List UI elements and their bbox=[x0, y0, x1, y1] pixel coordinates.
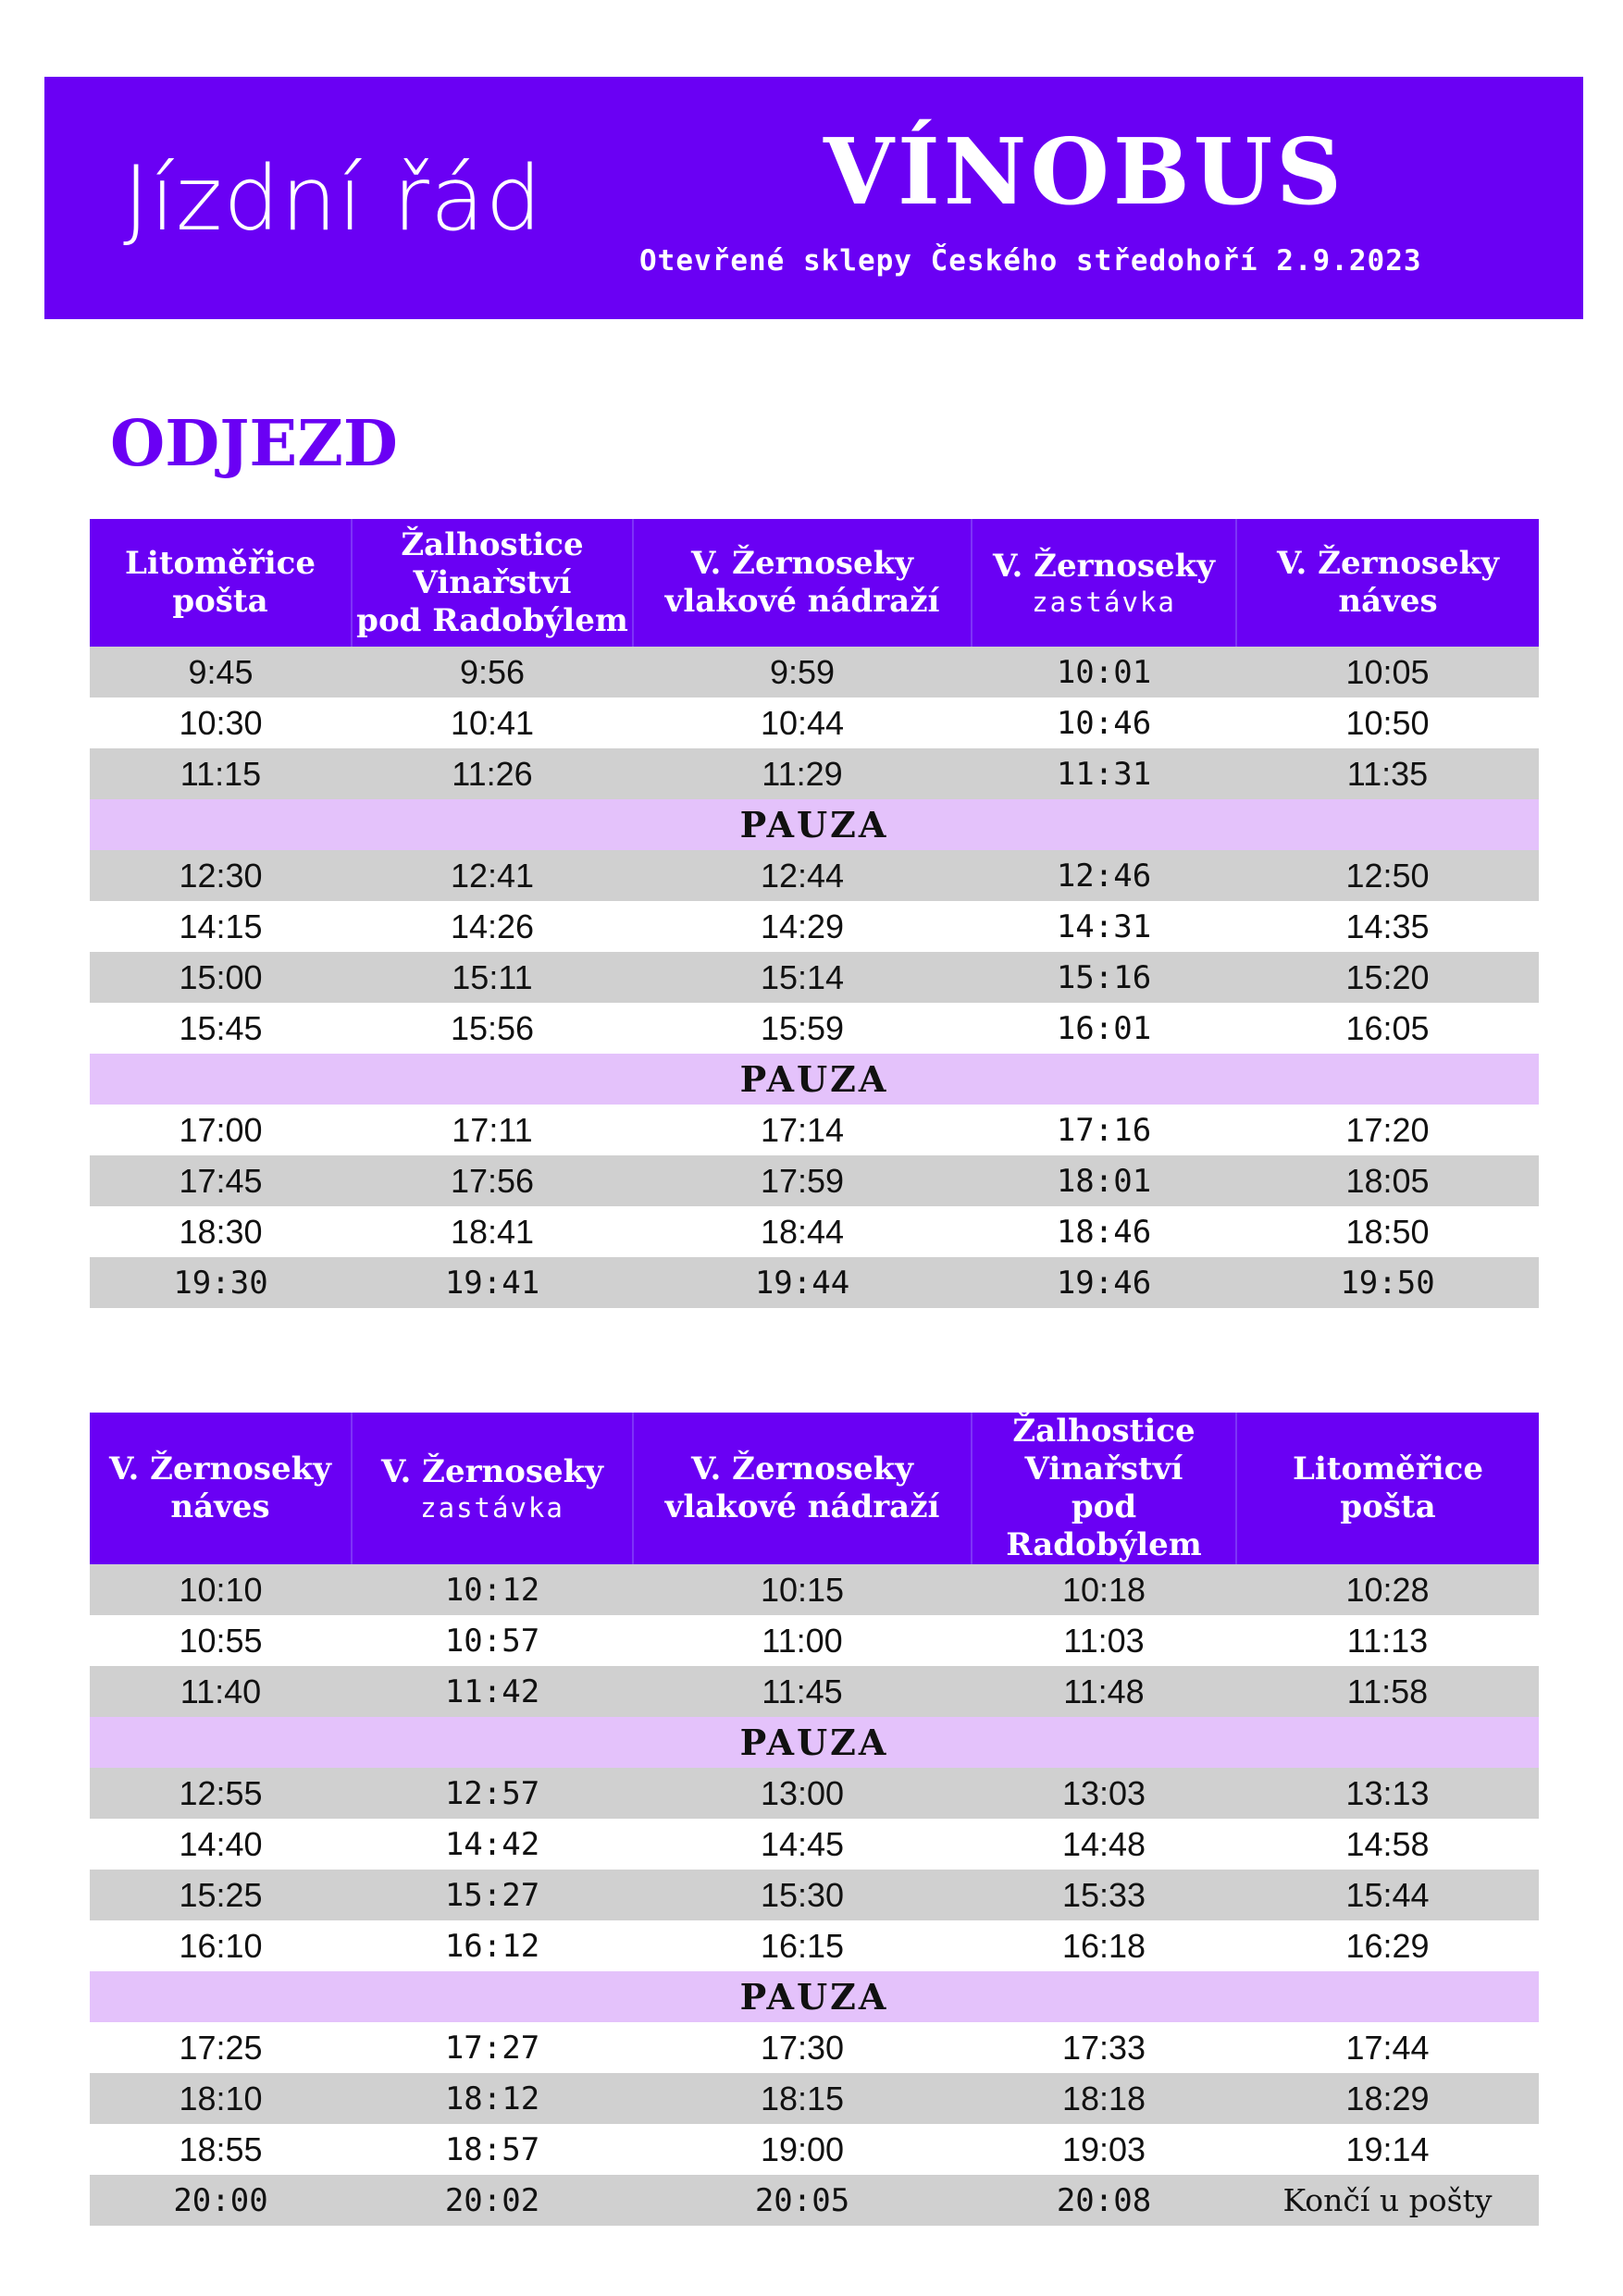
column-header-line: pod Radobýlem bbox=[1006, 1488, 1202, 1563]
column-header-line: pod Radobýlem bbox=[356, 601, 628, 639]
column-header-line: náves bbox=[170, 1488, 270, 1525]
time-cell: 11:48 bbox=[972, 1666, 1236, 1717]
time-cell: 10:10 bbox=[90, 1564, 352, 1615]
column-header bbox=[633, 519, 972, 647]
column-header bbox=[90, 1413, 352, 1564]
table-row bbox=[90, 952, 1539, 1003]
column-header-line: Litoměřice bbox=[125, 545, 316, 582]
header-row bbox=[90, 519, 1539, 647]
time-cell: 9:59 bbox=[633, 647, 972, 697]
table-row bbox=[90, 1615, 1539, 1666]
time-cell: 18:29 bbox=[1236, 2073, 1539, 2124]
time-cell: 12:44 bbox=[633, 850, 972, 901]
time-cell: 17:44 bbox=[1236, 2022, 1539, 2073]
column-header-line: V. Žernoseky bbox=[109, 1450, 331, 1487]
time-cell: 15:33 bbox=[972, 1870, 1236, 1920]
time-cell: 10:46 bbox=[972, 697, 1236, 748]
header-banner bbox=[44, 77, 1583, 319]
column-header bbox=[90, 519, 352, 647]
time-cell: 10:12 bbox=[352, 1564, 633, 1615]
table-row bbox=[90, 2022, 1539, 2073]
time-cell: 12:55 bbox=[90, 1768, 352, 1819]
time-cell: 11:40 bbox=[90, 1666, 352, 1717]
pause-row bbox=[90, 799, 1539, 850]
column-header-line: V. Žernoseky bbox=[993, 547, 1215, 585]
time-cell: 19:00 bbox=[633, 2124, 972, 2175]
time-cell: 12:41 bbox=[352, 850, 633, 901]
column-header bbox=[1236, 519, 1539, 647]
table-row bbox=[90, 1564, 1539, 1615]
time-cell: Končí u pošty bbox=[1236, 2175, 1539, 2226]
time-cell: 10:55 bbox=[90, 1615, 352, 1666]
table-row bbox=[90, 2175, 1539, 2226]
column-header-line: Litoměřice bbox=[1293, 1450, 1483, 1487]
time-cell: 19:44 bbox=[633, 1257, 972, 1308]
time-cell: 19:46 bbox=[972, 1257, 1236, 1308]
brand-title: VÍNOBUS bbox=[824, 119, 1345, 226]
time-cell: 16:10 bbox=[90, 1920, 352, 1971]
column-header-sub: zastávka bbox=[420, 1491, 564, 1524]
time-cell: 16:05 bbox=[1236, 1003, 1539, 1054]
time-cell: 20:05 bbox=[633, 2175, 972, 2226]
time-cell: 10:44 bbox=[633, 697, 972, 748]
time-cell: 13:13 bbox=[1236, 1768, 1539, 1819]
table-row bbox=[90, 647, 1539, 697]
pause-row bbox=[90, 1054, 1539, 1105]
time-cell: 17:59 bbox=[633, 1155, 972, 1206]
pause-label: PAUZA bbox=[90, 1054, 1539, 1105]
timetable-title: Jízdní řád bbox=[123, 147, 543, 251]
time-cell: 20:08 bbox=[972, 2175, 1236, 2226]
column-header bbox=[633, 1413, 972, 1564]
time-cell: 11:13 bbox=[1236, 1615, 1539, 1666]
table-row bbox=[90, 1155, 1539, 1206]
time-cell: 17:00 bbox=[90, 1105, 352, 1155]
time-cell: 10:15 bbox=[633, 1564, 972, 1615]
table-row bbox=[90, 2073, 1539, 2124]
time-cell: 13:03 bbox=[972, 1768, 1236, 1819]
column-header-line: náves bbox=[1338, 583, 1438, 620]
table-row bbox=[90, 1003, 1539, 1054]
time-cell: 12:46 bbox=[972, 850, 1236, 901]
time-cell: 17:25 bbox=[90, 2022, 352, 2073]
time-cell: 18:50 bbox=[1236, 1206, 1539, 1257]
time-cell: 15:14 bbox=[633, 952, 972, 1003]
time-cell: 10:41 bbox=[352, 697, 633, 748]
time-cell: 11:35 bbox=[1236, 748, 1539, 799]
pause-label: PAUZA bbox=[90, 799, 1539, 850]
time-cell: 20:00 bbox=[90, 2175, 352, 2226]
time-cell: 14:40 bbox=[90, 1819, 352, 1870]
time-cell: 15:30 bbox=[633, 1870, 972, 1920]
time-cell: 17:27 bbox=[352, 2022, 633, 2073]
time-cell: 13:00 bbox=[633, 1768, 972, 1819]
time-cell: 18:05 bbox=[1236, 1155, 1539, 1206]
column-header-line: V. Žernoseky bbox=[691, 545, 913, 582]
time-cell: 18:18 bbox=[972, 2073, 1236, 2124]
time-cell: 17:16 bbox=[972, 1105, 1236, 1155]
table-row bbox=[90, 1920, 1539, 1971]
time-cell: 11:45 bbox=[633, 1666, 972, 1717]
time-cell: 9:56 bbox=[352, 647, 633, 697]
time-cell: 14:58 bbox=[1236, 1819, 1539, 1870]
time-cell: 18:10 bbox=[90, 2073, 352, 2124]
time-cell: 14:42 bbox=[352, 1819, 633, 1870]
time-cell: 11:03 bbox=[972, 1615, 1236, 1666]
column-header-line: vlakové nádraží bbox=[664, 583, 940, 620]
time-cell: 17:56 bbox=[352, 1155, 633, 1206]
table-row bbox=[90, 901, 1539, 952]
time-cell: 11:31 bbox=[972, 748, 1236, 799]
table-row bbox=[90, 1870, 1539, 1920]
table-row bbox=[90, 850, 1539, 901]
time-cell: 14:45 bbox=[633, 1819, 972, 1870]
column-header bbox=[352, 1413, 633, 1564]
time-cell: 14:31 bbox=[972, 901, 1236, 952]
time-cell: 17:33 bbox=[972, 2022, 1236, 2073]
column-header-line: pošta bbox=[1340, 1488, 1436, 1525]
time-cell: 16:29 bbox=[1236, 1920, 1539, 1971]
column-header-line: Žalhostice bbox=[1012, 1413, 1196, 1450]
column-header bbox=[972, 1413, 1236, 1564]
column-header bbox=[352, 519, 633, 647]
time-cell: 9:45 bbox=[90, 647, 352, 697]
time-cell: 18:46 bbox=[972, 1206, 1236, 1257]
time-cell: 10:57 bbox=[352, 1615, 633, 1666]
time-cell: 16:15 bbox=[633, 1920, 972, 1971]
time-cell: 17:30 bbox=[633, 2022, 972, 2073]
time-cell: 12:50 bbox=[1236, 850, 1539, 901]
column-header-line: V. Žernoseky bbox=[381, 1452, 603, 1490]
time-cell: 18:30 bbox=[90, 1206, 352, 1257]
time-cell: 15:45 bbox=[90, 1003, 352, 1054]
time-cell: 17:20 bbox=[1236, 1105, 1539, 1155]
time-cell: 15:20 bbox=[1236, 952, 1539, 1003]
table-row bbox=[90, 1768, 1539, 1819]
time-cell: 10:30 bbox=[90, 697, 352, 748]
table-row bbox=[90, 697, 1539, 748]
time-cell: 15:11 bbox=[352, 952, 633, 1003]
time-cell: 11:42 bbox=[352, 1666, 633, 1717]
table-row bbox=[90, 748, 1539, 799]
time-cell: 18:01 bbox=[972, 1155, 1236, 1206]
section-title-odjezd: ODJEZD bbox=[110, 407, 398, 481]
time-cell: 19:30 bbox=[90, 1257, 352, 1308]
time-cell: 19:14 bbox=[1236, 2124, 1539, 2175]
column-header bbox=[1236, 1413, 1539, 1564]
pause-label: PAUZA bbox=[90, 1717, 1539, 1768]
table-row bbox=[90, 1666, 1539, 1717]
time-cell: 15:27 bbox=[352, 1870, 633, 1920]
time-cell: 15:44 bbox=[1236, 1870, 1539, 1920]
time-cell: 14:48 bbox=[972, 1819, 1236, 1870]
column-header-line: pošta bbox=[172, 583, 268, 620]
time-cell: 16:18 bbox=[972, 1920, 1236, 1971]
time-cell: 15:59 bbox=[633, 1003, 972, 1054]
table-row bbox=[90, 1206, 1539, 1257]
time-cell: 10:01 bbox=[972, 647, 1236, 697]
column-header-line: Žalhostice bbox=[401, 525, 584, 563]
time-cell: 11:15 bbox=[90, 748, 352, 799]
time-cell: 15:56 bbox=[352, 1003, 633, 1054]
time-cell: 12:57 bbox=[352, 1768, 633, 1819]
time-cell: 15:25 bbox=[90, 1870, 352, 1920]
time-cell: 14:15 bbox=[90, 901, 352, 952]
time-cell: 14:35 bbox=[1236, 901, 1539, 952]
time-cell: 18:57 bbox=[352, 2124, 633, 2175]
column-header-line: V. Žernoseky bbox=[691, 1450, 913, 1487]
time-cell: 18:44 bbox=[633, 1206, 972, 1257]
table-row bbox=[90, 1105, 1539, 1155]
time-cell: 17:11 bbox=[352, 1105, 633, 1155]
time-cell: 19:03 bbox=[972, 2124, 1236, 2175]
time-cell: 10:50 bbox=[1236, 697, 1539, 748]
time-cell: 19:41 bbox=[352, 1257, 633, 1308]
time-cell: 10:28 bbox=[1236, 1564, 1539, 1615]
time-cell: 16:01 bbox=[972, 1003, 1236, 1054]
time-cell: 11:26 bbox=[352, 748, 633, 799]
column-header-line: Vinařství bbox=[413, 563, 572, 601]
time-cell: 15:16 bbox=[972, 952, 1236, 1003]
time-cell: 11:00 bbox=[633, 1615, 972, 1666]
table-row bbox=[90, 2124, 1539, 2175]
time-cell: 10:18 bbox=[972, 1564, 1236, 1615]
header-row bbox=[90, 1413, 1539, 1564]
timetable-outbound bbox=[90, 519, 1539, 1308]
time-cell: 18:12 bbox=[352, 2073, 633, 2124]
time-cell: 17:14 bbox=[633, 1105, 972, 1155]
column-header-sub: zastávka bbox=[1032, 586, 1176, 618]
event-subtitle: Otevřené sklepy Českého středohoří 2.9.2023 bbox=[639, 244, 1422, 278]
time-cell: 11:29 bbox=[633, 748, 972, 799]
time-cell: 10:05 bbox=[1236, 647, 1539, 697]
time-cell: 17:45 bbox=[90, 1155, 352, 1206]
time-cell: 18:55 bbox=[90, 2124, 352, 2175]
column-header-line: vlakové nádraží bbox=[664, 1488, 940, 1525]
time-cell: 15:00 bbox=[90, 952, 352, 1003]
time-cell: 14:26 bbox=[352, 901, 633, 952]
time-cell: 12:30 bbox=[90, 850, 352, 901]
column-header-line: Vinařství bbox=[1024, 1450, 1183, 1487]
timetable-return bbox=[90, 1413, 1539, 2226]
pause-label: PAUZA bbox=[90, 1971, 1539, 2022]
time-cell: 14:29 bbox=[633, 901, 972, 952]
time-cell: 16:12 bbox=[352, 1920, 633, 1971]
pause-row bbox=[90, 1971, 1539, 2022]
column-header-line: V. Žernoseky bbox=[1277, 545, 1499, 582]
table-row bbox=[90, 1819, 1539, 1870]
column-header bbox=[972, 519, 1236, 647]
time-cell: 18:41 bbox=[352, 1206, 633, 1257]
pause-row bbox=[90, 1717, 1539, 1768]
time-cell: 11:58 bbox=[1236, 1666, 1539, 1717]
table-row bbox=[90, 1257, 1539, 1308]
time-cell: 19:50 bbox=[1236, 1257, 1539, 1308]
time-cell: 20:02 bbox=[352, 2175, 633, 2226]
time-cell: 18:15 bbox=[633, 2073, 972, 2124]
